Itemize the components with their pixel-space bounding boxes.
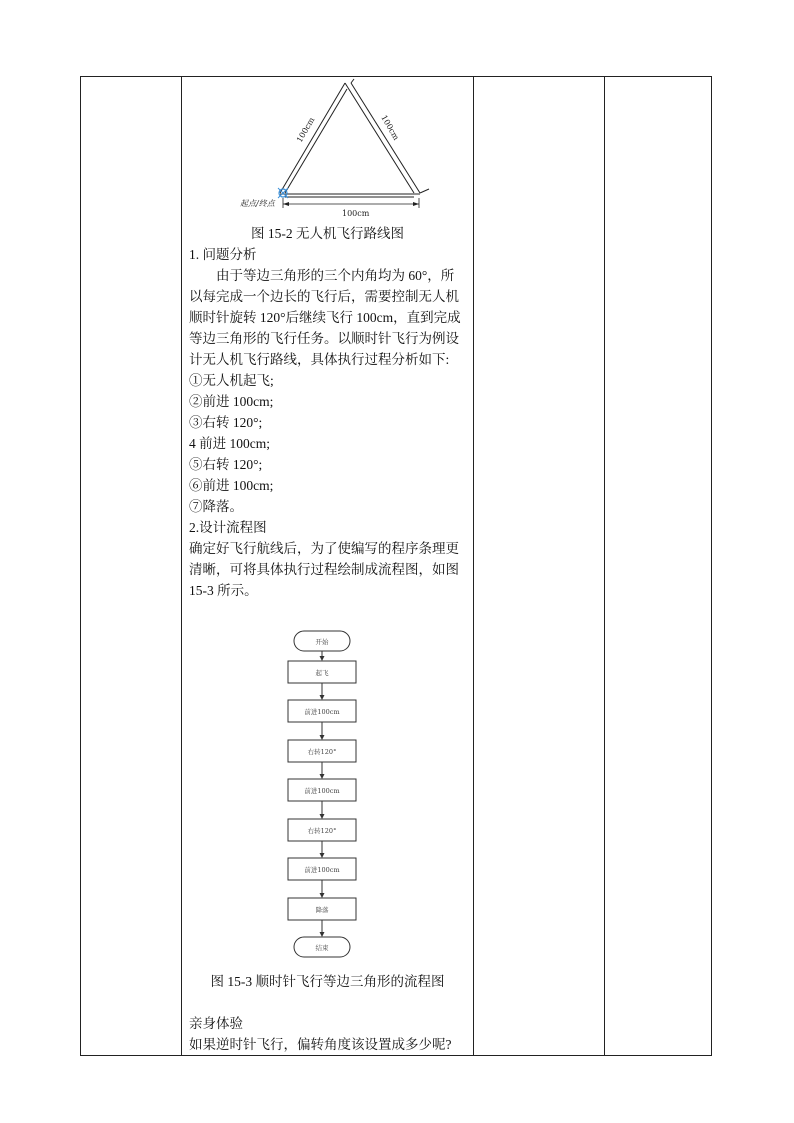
flow-node-label: 降落 <box>315 906 328 914</box>
flow-arrowhead <box>319 814 324 819</box>
analysis-paragraph: 由于等边三角形的三个内角均为 60°，所以每完成一个边长的飞行后，需要控制无人机顺时针旋转 120°后继续飞行 100cm，直到完成等边三角形的飞行任务。以顺时针飞行为例设计无人机飞行路线，具体执行过程分析如下: <box>189 268 461 367</box>
triangle-side-right-inner <box>351 83 420 193</box>
left-column-cell <box>81 77 182 1056</box>
design-paragraph: 确定好飞行航线后，为了使编写的程序条理更清晰，可将具体执行过程绘制成流程图，如图 15-3 所示。 <box>189 541 459 598</box>
flow-node-label: 开始 <box>315 638 328 646</box>
dimension-arrow-left <box>283 202 289 206</box>
side-bottom-label: 100cm <box>341 209 369 218</box>
triangle-side-left-inner <box>285 89 347 193</box>
flow-node-label: 起飞 <box>315 669 328 677</box>
flow-node-label: 前进100cm <box>303 787 340 795</box>
side-left-label: 100cm <box>294 115 316 144</box>
side-right-label: 100cm <box>378 113 401 142</box>
apex-tick <box>351 79 354 83</box>
flow-arrowhead <box>319 656 324 661</box>
flow-node-label: 前进100cm <box>303 708 340 716</box>
lesson-table <box>80 76 712 1056</box>
analysis-section <box>182 244 473 601</box>
flow-arrowhead <box>319 853 324 858</box>
step-item: ⑥前进 100cm; <box>189 478 274 493</box>
experience-heading: 亲身体验 <box>189 1016 243 1031</box>
drone-start-icon <box>278 188 288 198</box>
step-item: ③右转 120°; <box>189 415 263 430</box>
flow-arrowhead <box>319 893 324 898</box>
triangle-route-figure <box>183 77 473 223</box>
flowchart-figure <box>183 609 473 967</box>
step-item: ①无人机起飞; <box>189 373 274 388</box>
corner-tick-right <box>420 189 429 193</box>
analysis-heading: 1. 问题分析 <box>189 247 257 262</box>
flow-arrowhead <box>319 774 324 779</box>
third-column-cell <box>474 77 605 1056</box>
flow-node-label: 结束 <box>315 944 328 952</box>
step-item: ⑦降落。 <box>189 499 243 514</box>
figure-15-3-caption: 图 15-3 顺时针飞行等边三角形的流程图 <box>210 974 445 989</box>
triangle-side-left <box>280 83 345 193</box>
dimension-arrow-right <box>413 202 419 206</box>
flow-node-label: 右转120° <box>307 827 336 835</box>
experience-section <box>182 1013 473 1055</box>
step-item: ⑤右转 120°; <box>189 457 263 472</box>
flow-arrowhead <box>319 735 324 740</box>
design-heading: 2.设计流程图 <box>189 520 267 535</box>
start-end-label: 起点/终点 <box>239 199 275 208</box>
fourth-column-cell <box>605 77 712 1056</box>
figure-15-2-caption: 图 15-2 无人机飞行路线图 <box>251 226 404 241</box>
experience-question: 如果逆时针飞行，偏转角度该设置成多少呢? <box>189 1037 452 1052</box>
step-item: 4 前进 100cm; <box>189 436 270 451</box>
flow-arrowhead <box>319 695 324 700</box>
step-item: ②前进 100cm; <box>189 394 274 409</box>
flow-node-label: 前进100cm <box>303 866 340 874</box>
content-cell <box>182 77 474 1056</box>
flow-node-label: 右转120° <box>307 748 336 756</box>
flow-arrowhead <box>319 932 324 937</box>
triangle-side-right <box>345 83 414 193</box>
